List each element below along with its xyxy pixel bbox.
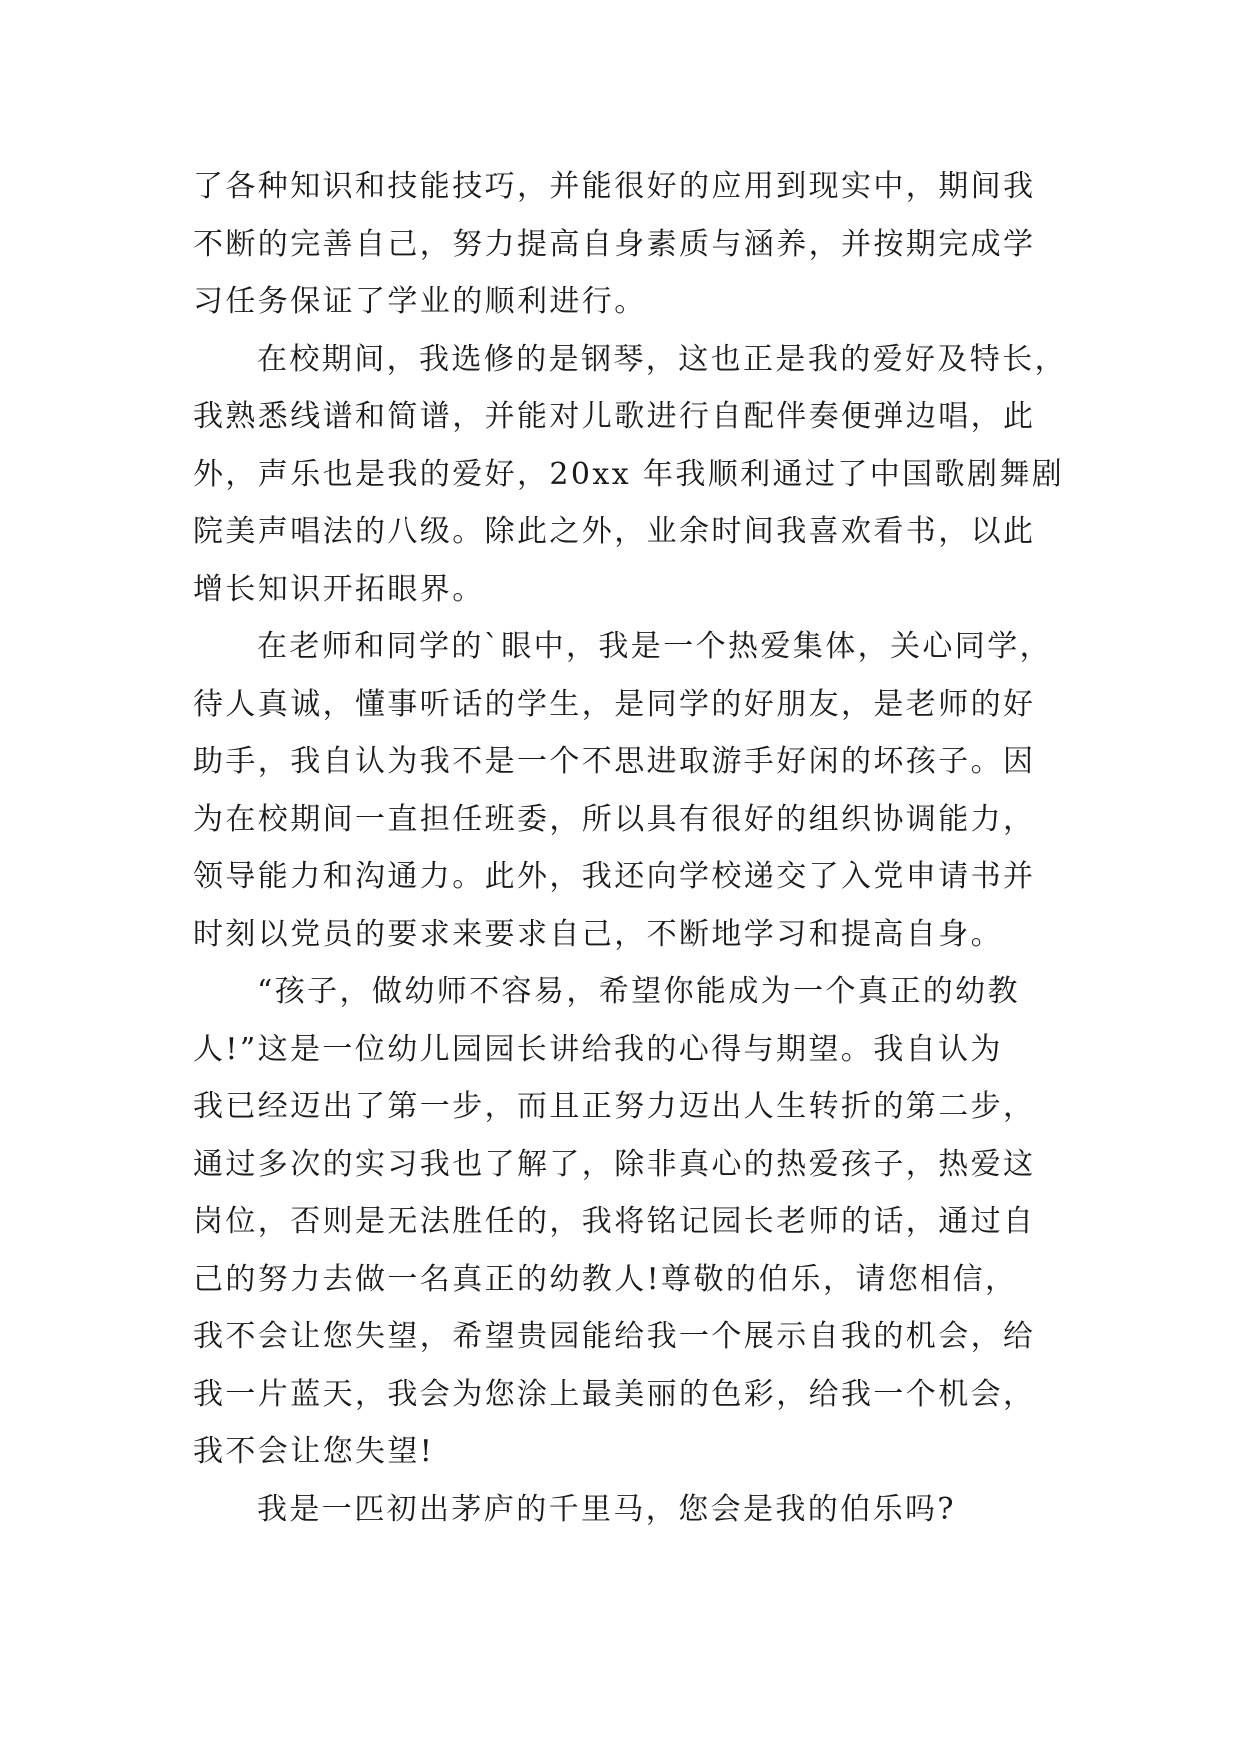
text-line: 我不会让您失望，希望贵园能给我一个展示自我的机会，给 <box>193 1319 1036 1354</box>
text-line: 了各种知识和技能技巧，并能很好的应用到现实中，期间我 <box>193 169 1036 204</box>
text-line: 在老师和同学的`眼中，我是一个热爱集体，关心同学， <box>257 629 1052 664</box>
text-line: 习任务保证了学业的顺利进行。 <box>193 284 647 319</box>
text-line: 我熟悉线谱和简谱，并能对儿歌进行自配伴奏便弹边唱，此 <box>193 399 1036 434</box>
text-line: “孩子，做幼师不容易，希望你能成为一个真正的幼教 <box>257 974 1020 1009</box>
text-line: 我一片蓝天，我会为您涂上最美丽的色彩，给我一个机会， <box>193 1376 1036 1412</box>
text-line: 外，声乐也是我的爱好，20xx 年我顺利通过了中国歌剧舞剧 <box>193 456 1065 492</box>
text-line: 为在校期间一直担任班委，所以具有很好的组织协调能力， <box>193 801 1036 837</box>
text-line: 我不会让您失望! <box>193 1434 435 1469</box>
text-line: 我是一匹初出茅庐的千里马，您会是我的伯乐吗? <box>257 1491 956 1527</box>
paragraph-5 <box>193 1481 1073 1539</box>
document-body <box>193 158 1073 1538</box>
paragraph-4 <box>193 963 1073 1481</box>
text-line: 院美声唱法的八级。除此之外，业余时间我喜欢看书，以此 <box>193 514 1036 549</box>
text-line: 时刻以党员的要求来要求自己，不断地学习和提高自身。 <box>193 916 1003 952</box>
text-line: 待人真诚，懂事听话的学生，是同学的好朋友，是老师的好 <box>193 686 1036 722</box>
text-line: 我已经迈出了第一步，而且正努力迈出人生转折的第二步， <box>193 1089 1036 1124</box>
text-line: 通过多次的实习我也了解了，除非真心的热爱孩子，热爱这 <box>193 1146 1036 1182</box>
text-line: 人!”这是一位幼儿园园长讲给我的心得与期望。我自认为 <box>193 1031 1003 1067</box>
paragraph-2 <box>193 331 1073 619</box>
text-line: 己的努力去做一名真正的幼教人!尊敬的伯乐，请您相信， <box>193 1261 1018 1297</box>
text-line: 不断的完善自己，努力提高自身素质与涵养，并按期完成学 <box>193 226 1036 262</box>
text-line: 领导能力和沟通力。此外，我还向学校递交了入党申请书并 <box>193 859 1036 894</box>
text-line: 增长知识开拓眼界。 <box>193 571 485 607</box>
paragraph-1 <box>193 158 1073 331</box>
text-line: 在校期间，我选修的是钢琴，这也正是我的爱好及特长， <box>257 341 1067 377</box>
text-line: 助手，我自认为我不是一个不思进取游手好闲的坏孩子。因 <box>193 744 1036 779</box>
text-line: 岗位，否则是无法胜任的，我将铭记园长老师的话，通过自 <box>193 1204 1036 1239</box>
paragraph-3 <box>193 618 1073 963</box>
